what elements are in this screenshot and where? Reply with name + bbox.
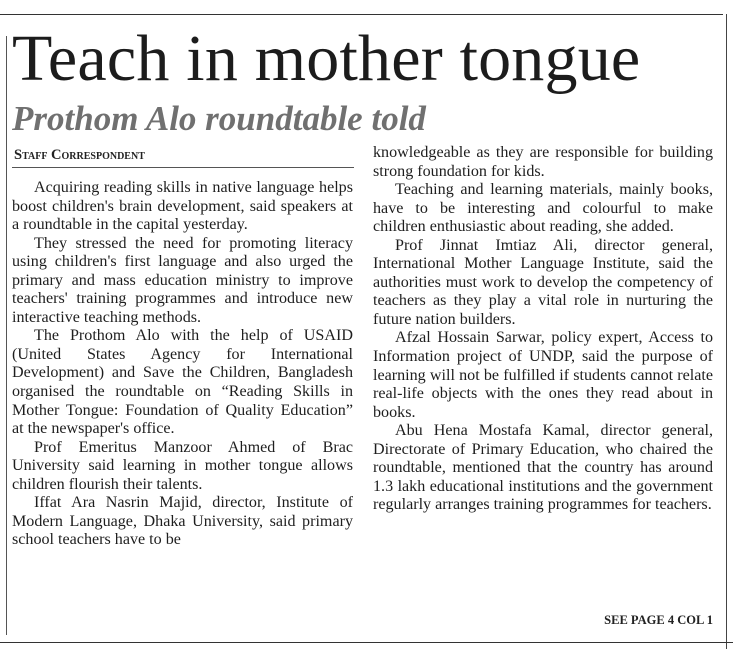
paragraph-continued: knowledgeable as they are responsible for building strong foundation for kids. [373,144,713,180]
right-border-rule [726,14,727,649]
paragraph: Iffat Ara Nasrin Majid, director, Institute of Modern Language, Dhaka University, said primary school teachers have to be [12,494,353,549]
paragraph: They stressed the need for promoting literacy using children's first language and also urged the primary and mass education ministry to improve teachers' training programmes and introduce new interactive teaching methods. [12,234,353,326]
byline-divider [12,167,354,168]
continued-on-page-jump: SEE PAGE 4 COL 1 [604,613,713,627]
paragraph: Prof Jinnat Imtiaz Ali, director general, International Mother Language Institute, said the authorities must work to develop the competency of teachers as they play a vital role in nurturing the future nation builders. [373,236,713,328]
paragraph: Abu Hena Mostafa Kamal, director general, Directorate of Primary Education, who chaired the roundtable, mentioned that the country has around 1.3 lakh educational institutions and the government regularly arranges training programmes for teachers. [373,422,713,514]
article-byline: Staff Correspondent [14,147,145,163]
top-border-rule [0,14,723,15]
article-headline: Teach in mother tongue [12,22,641,95]
bottom-border-rule [0,642,733,643]
right-column [373,144,713,515]
paragraph: Afzal Hossain Sarwar, policy expert, Access to Information project of UNDP, said the purpose of learning will not be fulfilled if students cannot relate real-life objects with the ones they read about in books. [373,329,713,421]
left-border-rule [6,36,7,635]
paragraph: Prof Emeritus Manzoor Ahmed of Brac University said learning in mother tongue allows children flourish their talents. [12,438,353,493]
article-subheadline: Prothom Alo roundtable told [12,99,426,138]
paragraph: Teaching and learning materials, mainly books, have to be interesting and colourful to make children enthusiastic about reading, she added. [373,181,713,236]
paragraph: The Prothom Alo with the help of USAID (United States Agency for International Development) and Save the Children, Bangladesh organised the roundtable on “Reading Skills in Mother Tongue: Foundation of Quality Education” at the newspaper's office. [12,327,353,438]
left-column [12,179,353,550]
paragraph: Acquiring reading skills in native language helps boost children's brain development, said speakers at a roundtable in the capital yesterday. [12,179,353,234]
